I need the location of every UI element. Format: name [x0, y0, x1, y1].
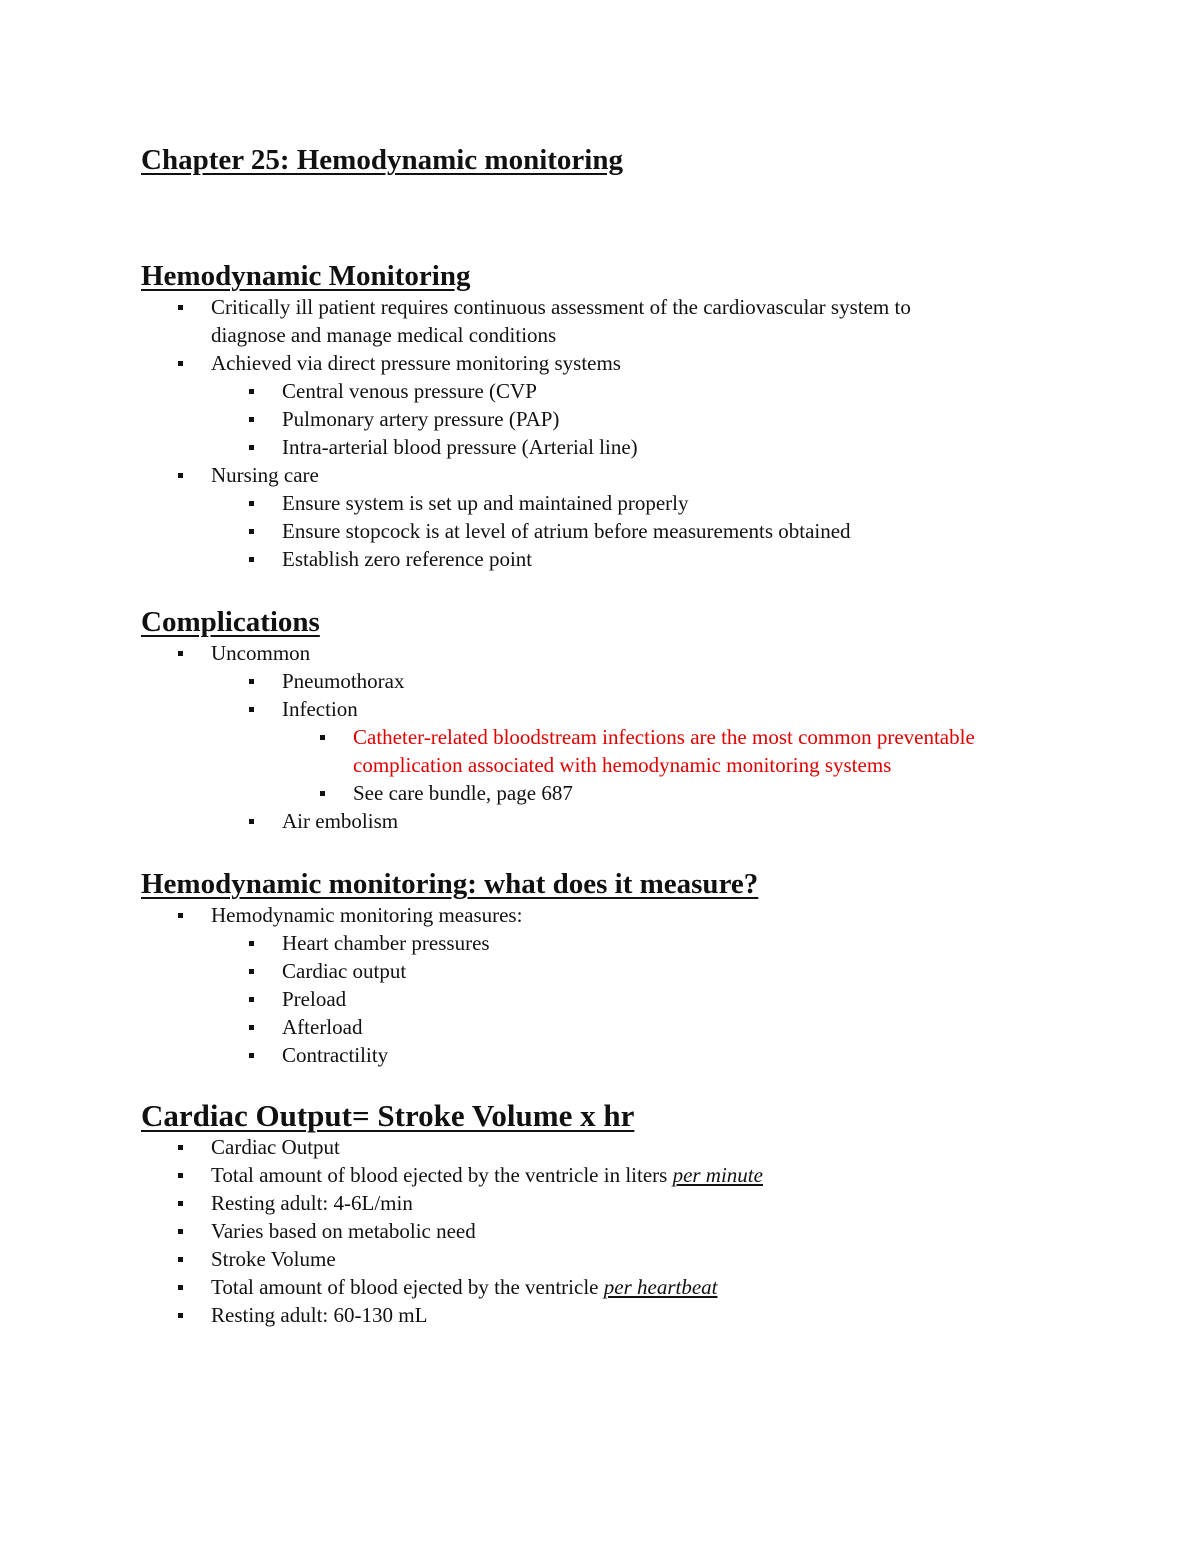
list-item: Pneumothorax	[141, 667, 1141, 695]
bullet-icon	[249, 941, 254, 946]
list-item-highlighted: Catheter-related bloodstream infections are the most common preventable complication associated with hemodynamic monitoring systems	[141, 723, 1141, 779]
list-item: Air embolism	[141, 807, 1141, 835]
list-item: Varies based on metabolic need	[141, 1217, 1141, 1245]
emphasis-text: per heartbeat	[603, 1275, 718, 1299]
list-item: Stroke Volume	[141, 1245, 1141, 1273]
list-item: See care bundle, page 687	[141, 779, 1141, 807]
section-heading: Hemodynamic Monitoring	[141, 260, 471, 292]
list-item: Preload	[141, 985, 1141, 1013]
bullet-icon	[249, 969, 254, 974]
bullet-icon	[178, 305, 183, 310]
bullet-icon	[320, 791, 325, 796]
bullet-list	[141, 1133, 1141, 1329]
bullet-icon	[178, 1229, 183, 1234]
list-item: Heart chamber pressures	[141, 929, 1141, 957]
list-item: Nursing care	[141, 461, 1141, 489]
section-heading: Hemodynamic monitoring: what does it measure?	[141, 868, 759, 900]
emphasis-text: per minute	[672, 1163, 763, 1187]
list-item: Intra-arterial blood pressure (Arterial line)	[141, 433, 1141, 461]
list-item: Total amount of blood ejected by the ventricle per heartbeat	[141, 1273, 1141, 1301]
list-item: Cardiac Output	[141, 1133, 1141, 1161]
list-item: Afterload	[141, 1013, 1141, 1041]
bullet-icon	[249, 679, 254, 684]
bullet-icon	[178, 1285, 183, 1290]
bullet-icon	[178, 1201, 183, 1206]
bullet-icon	[249, 997, 254, 1002]
bullet-icon	[249, 1025, 254, 1030]
list-item: Uncommon	[141, 639, 1141, 667]
list-item: Hemodynamic monitoring measures:	[141, 901, 1141, 929]
section-hemodynamic-monitoring	[141, 258, 1141, 573]
list-item: Critically ill patient requires continuous assessment of the cardiovascular system to diagnose and manage medical conditions	[141, 293, 1141, 349]
bullet-icon	[249, 557, 254, 562]
bullet-icon	[320, 735, 325, 740]
section-cardiac-output	[141, 1098, 1141, 1329]
list-item: Pulmonary artery pressure (PAP)	[141, 405, 1141, 433]
bullet-icon	[249, 529, 254, 534]
bullet-icon	[178, 913, 183, 918]
section-what-it-measures	[141, 866, 1141, 1069]
list-item: Resting adult: 4-6L/min	[141, 1189, 1141, 1217]
list-item: Total amount of blood ejected by the ventricle in liters per minute	[141, 1161, 1141, 1189]
list-item: Establish zero reference point	[141, 545, 1141, 573]
bullet-icon	[178, 1257, 183, 1262]
bullet-icon	[178, 1145, 183, 1150]
bullet-list	[141, 901, 1141, 1069]
list-item: Central venous pressure (CVP	[141, 377, 1141, 405]
list-item: Ensure system is set up and maintained properly	[141, 489, 1141, 517]
bullet-icon	[178, 651, 183, 656]
bullet-icon	[249, 389, 254, 394]
bullet-icon	[178, 473, 183, 478]
bullet-icon	[178, 361, 183, 366]
bullet-icon	[249, 1053, 254, 1058]
bullet-icon	[249, 819, 254, 824]
bullet-icon	[249, 707, 254, 712]
chapter-title: Chapter 25: Hemodynamic monitoring	[141, 144, 623, 176]
section-heading: Complications	[141, 606, 320, 638]
list-item: Resting adult: 60-130 mL	[141, 1301, 1141, 1329]
list-item: Infection	[141, 695, 1141, 723]
bullet-icon	[249, 501, 254, 506]
bullet-list	[141, 639, 1141, 835]
bullet-icon	[178, 1313, 183, 1318]
list-item: Cardiac output	[141, 957, 1141, 985]
bullet-list	[141, 293, 1141, 573]
list-item: Ensure stopcock is at level of atrium before measurements obtained	[141, 517, 1141, 545]
bullet-icon	[178, 1173, 183, 1178]
list-item: Achieved via direct pressure monitoring systems	[141, 349, 1141, 377]
section-complications	[141, 604, 1141, 835]
bullet-icon	[249, 417, 254, 422]
section-heading: Cardiac Output= Stroke Volume x hr	[141, 1098, 635, 1133]
list-item: Contractility	[141, 1041, 1141, 1069]
bullet-icon	[249, 445, 254, 450]
